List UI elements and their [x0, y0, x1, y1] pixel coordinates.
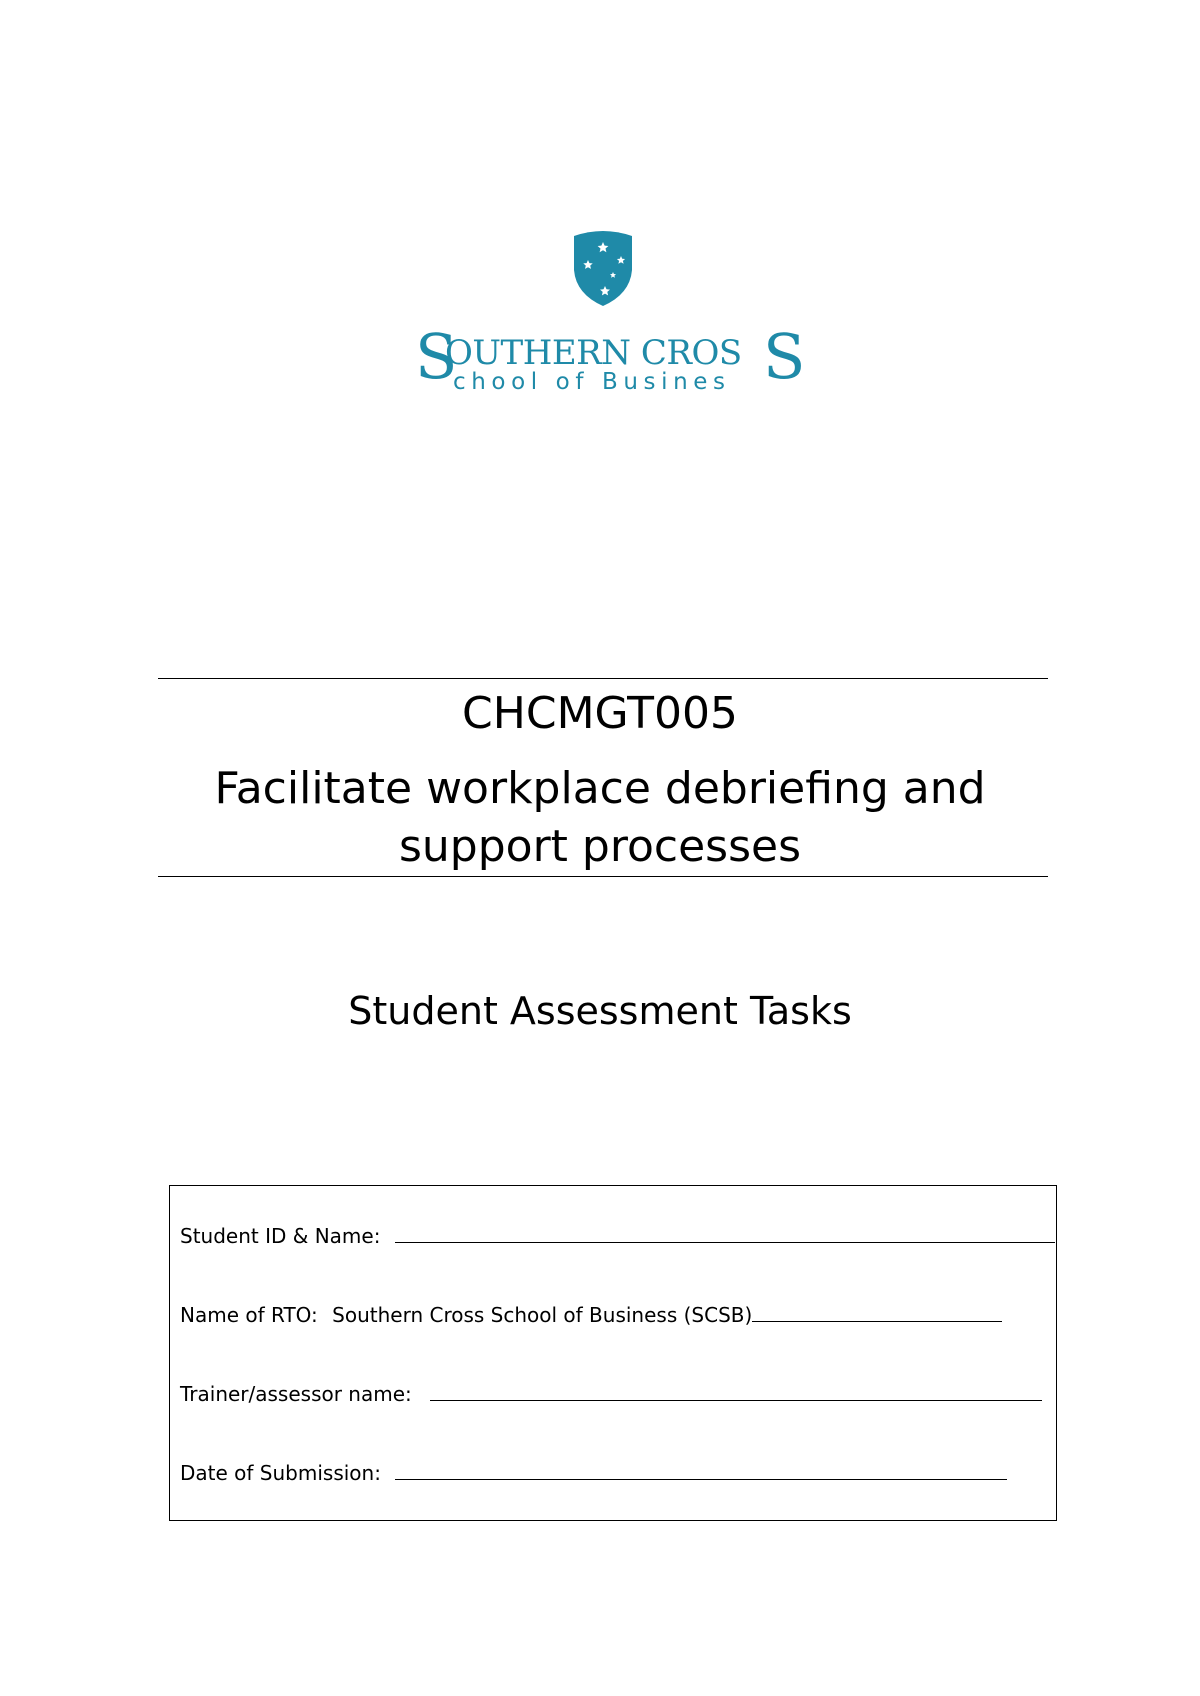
title-rule-top — [158, 678, 1048, 679]
rto-name-value: Southern Cross School of Business (SCSB) — [332, 1303, 753, 1327]
date-of-submission-label: Date of Submission: — [180, 1461, 381, 1485]
rto-name-input-line[interactable] — [752, 1303, 1002, 1322]
rto-name-label: Name of RTO: — [180, 1303, 318, 1327]
logo-name-line2: chool of Busines — [453, 369, 731, 395]
student-id-name-label: Student ID & Name: — [180, 1224, 381, 1248]
course-code: CHCMGT005 — [462, 688, 738, 739]
logo-initial-right: S — [763, 320, 806, 393]
southern-cross-shield-icon — [570, 230, 636, 308]
document-subtitle: Student Assessment Tasks — [348, 989, 852, 1033]
logo-initial-left: S — [415, 320, 458, 393]
school-logo — [0, 230, 1200, 395]
student-id-name-field — [180, 1224, 1055, 1248]
date-of-submission-input-line[interactable] — [395, 1461, 1007, 1480]
course-title: Facilitate workplace debriefing and support processes — [214, 763, 986, 872]
student-id-name-input-line[interactable] — [395, 1224, 1055, 1243]
rto-name-field — [180, 1303, 1002, 1327]
logo-wordmark — [415, 320, 815, 396]
trainer-assessor-label: Trainer/assessor name: — [180, 1382, 412, 1406]
logo-name-line1: OUTHERN CROS — [445, 333, 742, 373]
trainer-assessor-field — [180, 1382, 1042, 1406]
title-rule-bottom — [158, 876, 1048, 877]
date-of-submission-field — [180, 1461, 1007, 1485]
trainer-assessor-input-line[interactable] — [430, 1382, 1042, 1401]
